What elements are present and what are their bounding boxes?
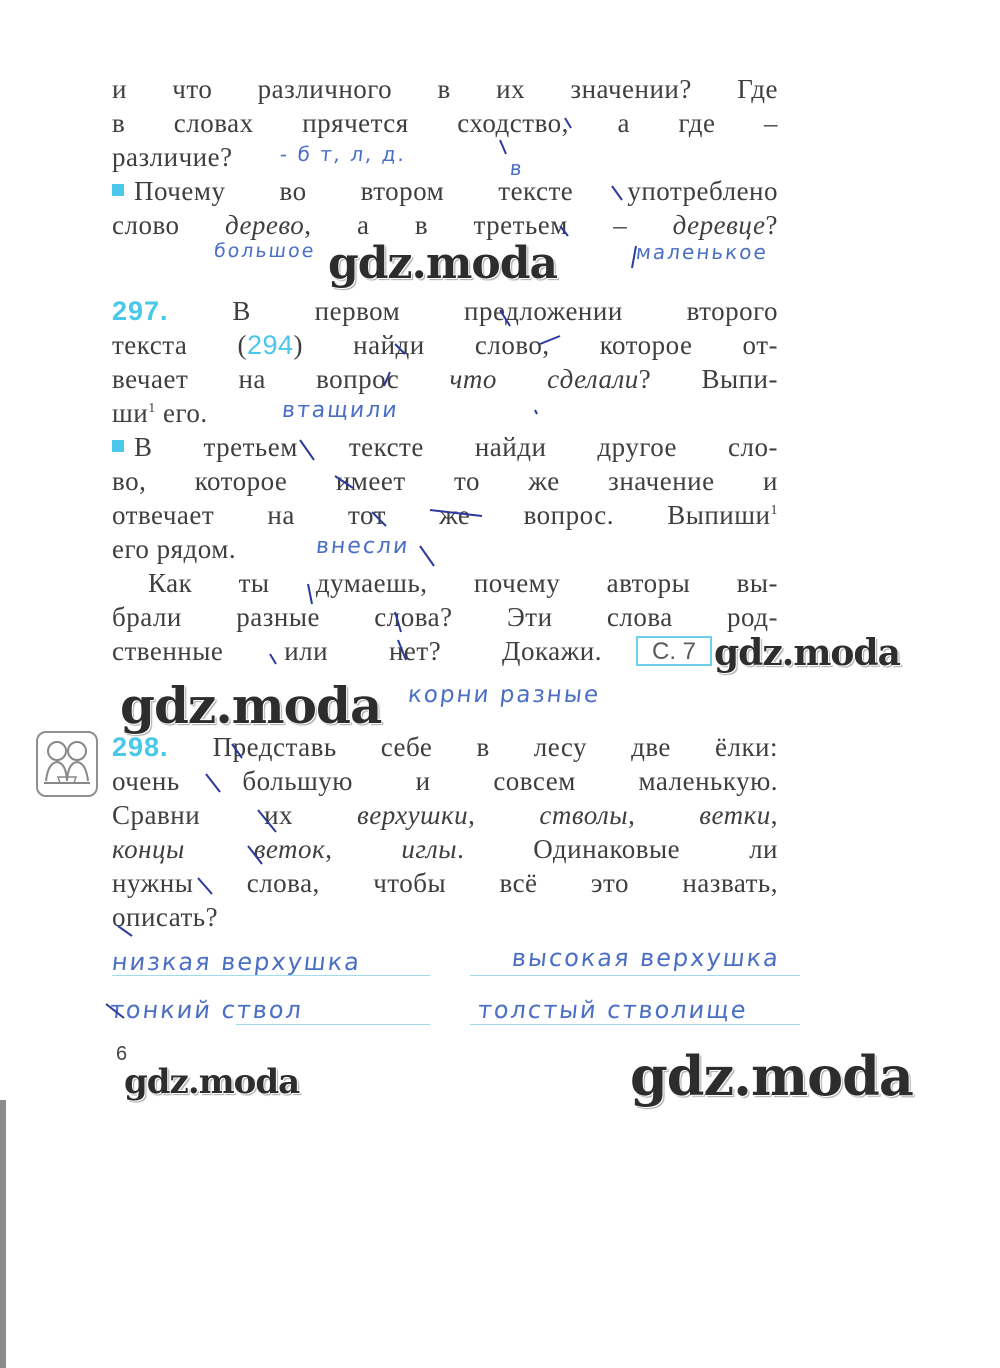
watermark: gdz.moda bbox=[328, 238, 558, 289]
exercise-297-line-2: текста (294) найди слово, которое от- bbox=[112, 330, 778, 360]
scan-edge bbox=[0, 1100, 6, 1368]
text-line-5: слово дерево, а в третьем – деревце? bbox=[112, 210, 778, 240]
handwritten-note: - б т, л, д. bbox=[278, 142, 408, 166]
handwritten-answer: толстый стволище bbox=[476, 996, 750, 1024]
exercise-297-line-4: $ши^1$ его. bbox=[112, 398, 208, 428]
page-number: 6 bbox=[116, 1043, 128, 1065]
exercise-298-line-6: описать? bbox=[112, 902, 219, 932]
handwritten-note: большое bbox=[212, 240, 317, 262]
watermark: gdz.moda bbox=[124, 1062, 300, 1102]
exercise-297-line-5: В третьем тексте найди другое сло- bbox=[112, 430, 778, 464]
exercise-297-line-1: 297. В первом предложении второго bbox=[112, 296, 778, 326]
exercise-297-line-11: ственные или нет? Докажи. bbox=[112, 636, 602, 666]
footnote-mark: 1 bbox=[770, 503, 778, 518]
watermark: gdz.moda bbox=[714, 632, 900, 674]
exercise-297-line-10: брали разные слова? Эти слова род- bbox=[112, 602, 778, 632]
exercise-298-line-2: очень большую и совсем маленькую. bbox=[112, 766, 778, 796]
handwritten-note: маленькое bbox=[634, 240, 770, 264]
question-phrase: что сделали bbox=[449, 364, 639, 394]
question-bullet-line: Почему во втором тексте употреблено bbox=[112, 174, 778, 208]
handwritten-answer: низкая верхушка bbox=[110, 948, 363, 976]
handwritten-answer: высокая верхушка bbox=[510, 944, 782, 972]
exercise-297-line-7: отвечает на тот же вопрос. Выпиши$^1$ bbox=[112, 500, 778, 530]
handwritten-answer: тонкий ствол bbox=[108, 996, 305, 1024]
text-line-2: в словах прячется сходство, а где – bbox=[112, 108, 778, 138]
handwritten-note: в bbox=[508, 156, 526, 180]
word-derevo: дерево bbox=[224, 210, 305, 240]
text-reference-294: 294 bbox=[246, 330, 294, 360]
exercise-number-297: 297. bbox=[112, 296, 169, 326]
exercise-298-line-5: нужны слова, чтобы всё это назвать, bbox=[112, 868, 778, 898]
page-reference-box: С. 7 bbox=[636, 636, 712, 666]
exercise-297-line-9: Как ты думаешь, почему авторы вы- bbox=[148, 568, 778, 598]
exercise-298-line-3: Сравни их верхушки, стволы, ветки, bbox=[112, 800, 779, 830]
exercise-297-line-8: его рядом. bbox=[112, 534, 237, 564]
text-line-3: различие? bbox=[112, 142, 233, 172]
footnote-mark: 1 bbox=[148, 401, 156, 416]
exercise-number-298: 298. bbox=[112, 732, 169, 762]
watermark: gdz.moda bbox=[630, 1044, 913, 1108]
exercise-298-line-4: концы веток, иглы. Одинаковые ли bbox=[112, 834, 778, 864]
exercise-297-line-6: во, которое имеет то же значение и bbox=[112, 466, 778, 496]
word-derevtse: деревце bbox=[672, 210, 766, 240]
handwritten-answer: корни разные bbox=[406, 682, 602, 708]
exercise-298-line-1: 298. Представь себе в лесу две ёлки: bbox=[112, 732, 779, 762]
text-line-1: и что различного в их значении? Где bbox=[112, 74, 778, 104]
handwritten-answer: втащили bbox=[280, 398, 400, 423]
handwritten-answer: внесли bbox=[314, 534, 411, 559]
exercise-297-line-3: вечает на вопрос что сделали? Выпи- bbox=[112, 364, 779, 394]
watermark: gdz.moda bbox=[120, 676, 382, 735]
